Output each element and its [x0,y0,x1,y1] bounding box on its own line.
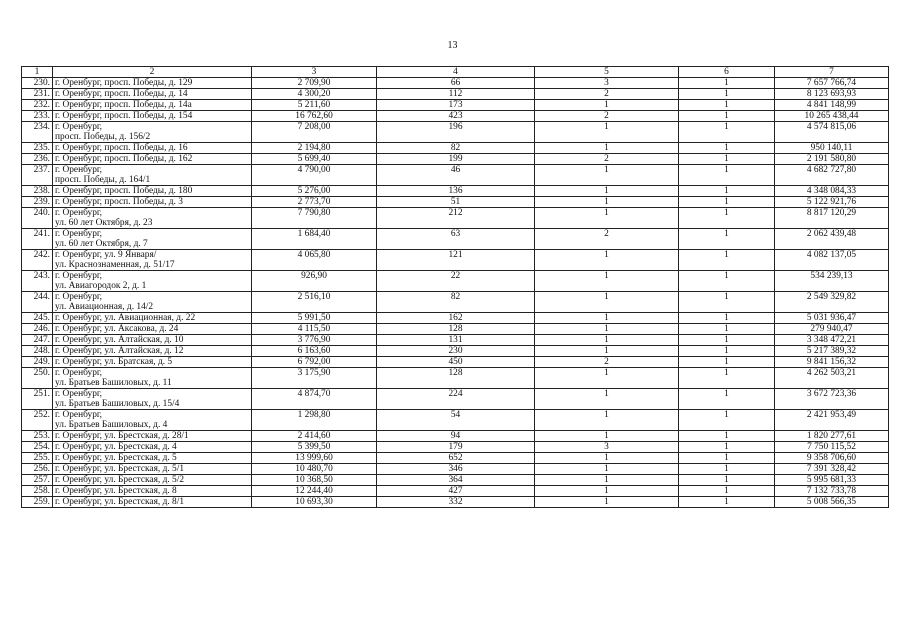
table-row [22,100,889,111]
area-cell: 2 516,10 [252,292,377,313]
address-line: г. Оренбург, [55,208,103,218]
row-number-cell: 242. [22,250,53,271]
column-5-cell: 2 [535,89,679,100]
column-5-cell: 1 [535,368,679,389]
cost-cell: 4 682 727,80 [775,165,889,186]
column-4-cell: 112 [377,89,535,100]
cost-cell: 10 265 438,44 [775,111,889,122]
row-number-cell: 234. [22,122,53,143]
table-row [22,154,889,165]
cost-cell: 1 820 277,61 [775,431,889,442]
cost-cell: 7 750 115,52 [775,442,889,453]
table-row [22,389,889,410]
address-line: г. Оренбург, ул. Авиационная, д. 22 [55,313,196,323]
row-number-cell: 243. [22,271,53,292]
column-6-cell: 1 [679,357,775,368]
cost-cell: 4 574 815,06 [775,122,889,143]
column-4-cell: 82 [377,143,535,154]
area-cell: 5 276,00 [252,186,377,197]
address-line: г. Оренбург, просп. Победы, д. 16 [55,143,188,153]
address-line: г. Оренбург, ул. Аксакова, д. 24 [55,324,179,334]
address-line: г. Оренбург, ул. Брестская, д. 8/1 [55,497,185,507]
table-row [22,346,889,357]
address-line: г. Оренбург, просп. Победы, д. 154 [55,111,193,121]
address-line: г. Оренбург, просп. Победы, д. 14 [55,89,188,99]
column-6-cell: 1 [679,486,775,497]
row-number-cell: 237. [22,165,53,186]
address-line: ул. Братьев Башиловых, д. 11 [55,378,172,388]
area-cell: 2 773,70 [252,197,377,208]
address-cell [53,143,252,154]
row-number-cell: 232. [22,100,53,111]
table-row [22,78,889,89]
column-5-cell: 1 [535,453,679,464]
column-4-cell: 212 [377,208,535,229]
column-6-cell: 1 [679,250,775,271]
cost-cell: 2 191 580,80 [775,154,889,165]
column-5-cell: 1 [535,431,679,442]
column-5-cell: 1 [535,143,679,154]
address-line: г. Оренбург, просп. Победы, д. 3 [55,197,183,207]
address-cell [53,368,252,389]
cost-cell: 279 940,47 [775,324,889,335]
column-4-cell: 46 [377,165,535,186]
column-5-cell: 1 [535,271,679,292]
address-line: г. Оренбург, ул. Брестская, д. 8 [55,486,177,496]
area-cell: 6 163,60 [252,346,377,357]
column-4-cell: 652 [377,453,535,464]
cost-cell: 2 421 953,49 [775,410,889,431]
row-number-cell: 241. [22,229,53,250]
column-6-cell: 1 [679,143,775,154]
table-row [22,335,889,346]
row-number-cell: 246. [22,324,53,335]
row-number-cell: 255. [22,453,53,464]
row-number-cell: 249. [22,357,53,368]
row-number-cell: 238. [22,186,53,197]
row-number-cell: 245. [22,313,53,324]
column-4-cell: 179 [377,442,535,453]
column-6-cell: 1 [679,475,775,486]
address-line: г. Оренбург, ул. 9 Января/ [55,250,157,260]
column-header: 6 [679,67,775,78]
address-cell [53,100,252,111]
cost-cell: 7 657 766,74 [775,78,889,89]
address-line: г. Оренбург, просп. Победы, д. 129 [55,78,193,88]
column-header: 4 [377,67,535,78]
cost-cell: 950 140,11 [775,143,889,154]
column-5-cell: 1 [535,208,679,229]
address-cell [53,431,252,442]
cost-cell: 7 132 733,78 [775,486,889,497]
column-5-cell: 1 [535,186,679,197]
column-4-cell: 54 [377,410,535,431]
column-5-cell: 1 [535,497,679,508]
area-cell: 12 244,40 [252,486,377,497]
address-line: ул. 60 лет Октября, д. 23 [55,218,153,228]
table-row [22,324,889,335]
table-row [22,122,889,143]
column-header: 1 [22,67,53,78]
column-5-cell: 1 [535,313,679,324]
area-cell: 10 693,30 [252,497,377,508]
area-cell: 5 211,60 [252,100,377,111]
cost-cell: 5 995 681,33 [775,475,889,486]
row-number-cell: 259. [22,497,53,508]
table-row [22,431,889,442]
area-cell: 10 480,70 [252,464,377,475]
area-cell: 5 991,50 [252,313,377,324]
table-row [22,410,889,431]
area-cell: 3 776,90 [252,335,377,346]
address-cell [53,89,252,100]
row-number-cell: 252. [22,410,53,431]
column-4-cell: 450 [377,357,535,368]
address-line: ул. Братьев Башиловых, д. 4 [55,420,168,430]
row-number-cell: 254. [22,442,53,453]
row-number-cell: 256. [22,464,53,475]
row-number-cell: 233. [22,111,53,122]
table-row [22,292,889,313]
column-6-cell: 1 [679,165,775,186]
area-cell: 1 298,80 [252,410,377,431]
column-6-cell: 1 [679,78,775,89]
column-6-cell: 1 [679,111,775,122]
column-5-cell: 1 [535,486,679,497]
row-number-cell: 247. [22,335,53,346]
column-header: 5 [535,67,679,78]
registry-table [21,66,889,508]
column-5-cell: 3 [535,442,679,453]
column-5-cell: 1 [535,165,679,186]
area-cell: 4 790,00 [252,165,377,186]
column-5-cell: 1 [535,324,679,335]
table-row [22,229,889,250]
area-cell: 16 762,60 [252,111,377,122]
row-number-cell: 239. [22,197,53,208]
row-number-cell: 251. [22,389,53,410]
column-6-cell: 1 [679,410,775,431]
cost-cell: 5 008 566,35 [775,497,889,508]
address-line: г. Оренбург, [55,292,103,302]
address-line: г. Оренбург, ул. Брестская, д. 5/1 [55,464,185,474]
address-line: г. Оренбург, [55,122,103,132]
column-5-cell: 1 [535,475,679,486]
row-number-cell: 250. [22,368,53,389]
area-cell: 4 115,50 [252,324,377,335]
column-6-cell: 1 [679,442,775,453]
address-line: г. Оренбург, ул. Алтайская, д. 10 [55,335,184,345]
table-row [22,208,889,229]
cost-cell: 5 031 936,47 [775,313,889,324]
address-cell [53,197,252,208]
address-line: г. Оренбург, ул. Брестская, д. 5 [55,453,177,463]
table-row [22,497,889,508]
area-cell: 926,90 [252,271,377,292]
address-line: г. Оренбург, [55,165,103,175]
column-number-row [22,67,889,78]
column-6-cell: 1 [679,197,775,208]
column-5-cell: 1 [535,197,679,208]
address-cell [53,122,252,143]
column-4-cell: 427 [377,486,535,497]
address-line: просп. Победы, д. 156/2 [55,132,151,142]
address-cell [53,497,252,508]
address-line: г. Оренбург, ул. Брестская, д. 5/2 [55,475,185,485]
column-6-cell: 1 [679,497,775,508]
column-4-cell: 82 [377,292,535,313]
column-4-cell: 94 [377,431,535,442]
address-cell [53,464,252,475]
row-number-cell: 230. [22,78,53,89]
table-row [22,357,889,368]
table-row [22,186,889,197]
column-6-cell: 1 [679,464,775,475]
column-5-cell: 1 [535,122,679,143]
cost-cell: 5 217 389,32 [775,346,889,357]
address-cell [53,229,252,250]
column-4-cell: 173 [377,100,535,111]
address-line: г. Оренбург, просп. Победы, д. 180 [55,186,193,196]
address-line: г. Оренбург, ул. Алтайская, д. 12 [55,346,184,356]
address-cell [53,292,252,313]
address-cell [53,78,252,89]
page-number: 13 [447,40,458,51]
column-4-cell: 136 [377,186,535,197]
column-5-cell: 3 [535,78,679,89]
table-row [22,313,889,324]
area-cell: 7 790,80 [252,208,377,229]
column-6-cell: 1 [679,89,775,100]
address-line: ул. Краснознаменная, д. 51/17 [55,260,175,270]
table-row [22,442,889,453]
address-line: ул. 60 лет Октября, д. 7 [55,239,148,249]
row-number-cell: 235. [22,143,53,154]
address-line: г. Оренбург, ул. Брестская, д. 28/1 [55,431,189,441]
address-line: ул. Авиационная, д. 14/2 [55,302,154,312]
address-line: г. Оренбург, ул. Брестская, д. 4 [55,442,177,452]
table-row [22,368,889,389]
column-5-cell: 1 [535,389,679,410]
column-4-cell: 162 [377,313,535,324]
column-4-cell: 423 [377,111,535,122]
area-cell: 3 175,90 [252,368,377,389]
column-6-cell: 1 [679,208,775,229]
column-6-cell: 1 [679,229,775,250]
column-5-cell: 1 [535,346,679,357]
area-cell: 7 208,00 [252,122,377,143]
address-cell [53,357,252,368]
column-6-cell: 1 [679,431,775,442]
table-row [22,111,889,122]
cost-cell: 2 062 439,48 [775,229,889,250]
cost-cell: 2 549 329,82 [775,292,889,313]
column-5-cell: 1 [535,292,679,313]
table-row [22,165,889,186]
column-header: 2 [53,67,252,78]
column-6-cell: 1 [679,154,775,165]
address-line: г. Оренбург, [55,368,103,378]
column-6-cell: 1 [679,186,775,197]
address-cell [53,208,252,229]
table-row [22,475,889,486]
address-cell [53,313,252,324]
address-cell [53,475,252,486]
area-cell: 1 684,40 [252,229,377,250]
address-cell [53,154,252,165]
column-6-cell: 1 [679,346,775,357]
address-cell [53,324,252,335]
row-number-cell: 248. [22,346,53,357]
column-4-cell: 332 [377,497,535,508]
column-5-cell: 1 [535,335,679,346]
address-cell [53,346,252,357]
address-cell [53,389,252,410]
address-cell [53,250,252,271]
table-row [22,453,889,464]
column-5-cell: 2 [535,111,679,122]
column-5-cell: 2 [535,229,679,250]
column-6-cell: 1 [679,368,775,389]
area-cell: 2 709,90 [252,78,377,89]
address-line: просп. Победы, д. 164/1 [55,175,151,185]
cost-cell: 3 348 472,21 [775,335,889,346]
cost-cell: 3 672 723,36 [775,389,889,410]
column-4-cell: 196 [377,122,535,143]
area-cell: 13 999,60 [252,453,377,464]
column-5-cell: 1 [535,410,679,431]
address-line: г. Оренбург, просп. Победы, д. 14а [55,100,192,110]
area-cell: 4 874,70 [252,389,377,410]
column-4-cell: 364 [377,475,535,486]
address-line: ул. Авиагородок 2, д. 1 [55,281,147,291]
address-cell [53,186,252,197]
column-6-cell: 1 [679,100,775,111]
area-cell: 2 414,60 [252,431,377,442]
table-row [22,250,889,271]
column-4-cell: 66 [377,78,535,89]
column-5-cell: 2 [535,357,679,368]
table-row [22,464,889,475]
row-number-cell: 240. [22,208,53,229]
address-cell [53,453,252,464]
row-number-cell: 244. [22,292,53,313]
column-4-cell: 199 [377,154,535,165]
table-row [22,197,889,208]
row-number-cell: 258. [22,486,53,497]
table-row [22,271,889,292]
address-cell [53,111,252,122]
column-4-cell: 131 [377,335,535,346]
column-4-cell: 128 [377,324,535,335]
address-line: г. Оренбург, [55,271,103,281]
column-header: 7 [775,67,889,78]
column-6-cell: 1 [679,324,775,335]
row-number-cell: 257. [22,475,53,486]
column-4-cell: 128 [377,368,535,389]
table-row [22,89,889,100]
area-cell: 2 194,80 [252,143,377,154]
table-row [22,486,889,497]
area-cell: 4 300,20 [252,89,377,100]
area-cell: 5 699,40 [252,154,377,165]
cost-cell: 8 123 693,93 [775,89,889,100]
column-6-cell: 1 [679,335,775,346]
address-cell [53,165,252,186]
column-5-cell: 1 [535,464,679,475]
area-cell: 4 065,80 [252,250,377,271]
column-6-cell: 1 [679,453,775,464]
address-line: г. Оренбург, [55,410,103,420]
column-4-cell: 22 [377,271,535,292]
area-cell: 6 792,00 [252,357,377,368]
column-4-cell: 230 [377,346,535,357]
column-5-cell: 1 [535,100,679,111]
column-6-cell: 1 [679,271,775,292]
address-line: г. Оренбург, просп. Победы, д. 162 [55,154,193,164]
cost-cell: 5 122 921,76 [775,197,889,208]
cost-cell: 8 817 120,29 [775,208,889,229]
address-cell [53,410,252,431]
area-cell: 10 368,50 [252,475,377,486]
row-number-cell: 253. [22,431,53,442]
cost-cell: 4 348 084,33 [775,186,889,197]
address-line: г. Оренбург, [55,229,103,239]
column-4-cell: 121 [377,250,535,271]
cost-cell: 7 391 328,42 [775,464,889,475]
column-4-cell: 63 [377,229,535,250]
cost-cell: 9 841 156,32 [775,357,889,368]
column-6-cell: 1 [679,313,775,324]
column-6-cell: 1 [679,389,775,410]
cost-cell: 534 239,13 [775,271,889,292]
cost-cell: 9 358 706,60 [775,453,889,464]
address-cell [53,442,252,453]
cost-cell: 4 262 503,21 [775,368,889,389]
address-line: г. Оренбург, ул. Братская, д. 5 [55,357,173,367]
address-line: ул. Братьев Башиловых, д. 15/4 [55,399,180,409]
address-line: г. Оренбург, [55,389,103,399]
address-cell [53,335,252,346]
table-row [22,143,889,154]
column-5-cell: 1 [535,250,679,271]
column-4-cell: 51 [377,197,535,208]
address-cell [53,271,252,292]
row-number-cell: 236. [22,154,53,165]
column-6-cell: 1 [679,292,775,313]
cost-cell: 4 082 137,05 [775,250,889,271]
cost-cell: 4 841 148,99 [775,100,889,111]
row-number-cell: 231. [22,89,53,100]
column-6-cell: 1 [679,122,775,143]
column-4-cell: 224 [377,389,535,410]
column-header: 3 [252,67,377,78]
area-cell: 5 399,50 [252,442,377,453]
column-5-cell: 2 [535,154,679,165]
column-4-cell: 346 [377,464,535,475]
address-cell [53,486,252,497]
